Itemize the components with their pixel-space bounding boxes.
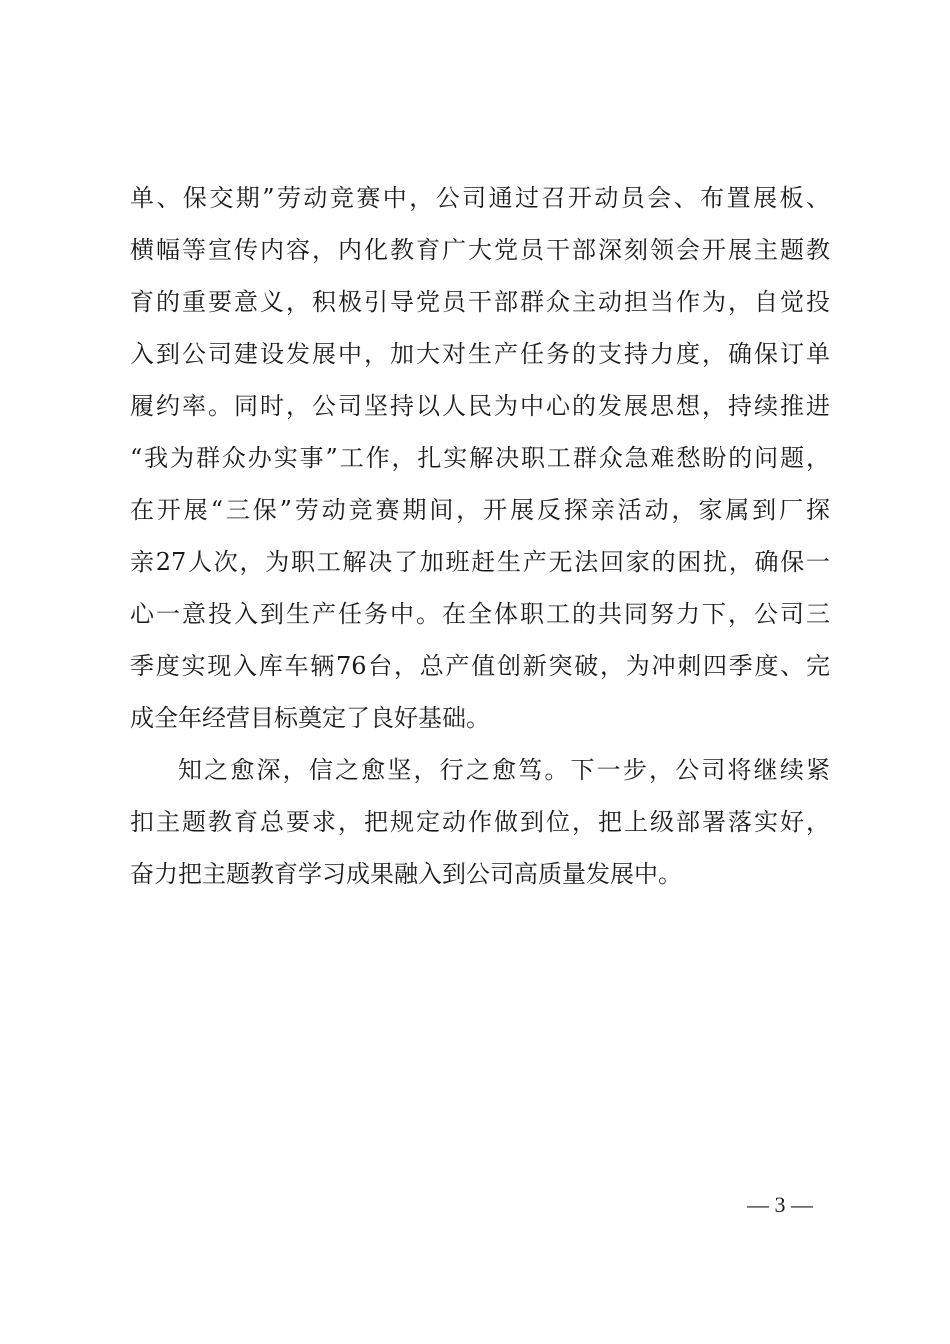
text-line: 亲27人次，为职工解决了加班赶生产无法回家的困扰，确保一 (130, 548, 830, 576)
text-line: 履约率。同时，公司坚持以人民为中心的发展思想，持续推进 (130, 392, 830, 420)
text-line: 育的重要意义，积极引导党员干部群众主动担当作为，自觉投 (130, 288, 830, 316)
text-line: “我为群众办实事”工作，扎实解决职工群众急难愁盼的问题， (130, 444, 830, 472)
text-line: 扣主题教育总要求，把规定动作做到位，把上级部署落实好， (130, 808, 830, 836)
text-line: 季度实现入库车辆76台，总产值创新突破，为冲刺四季度、完 (130, 652, 830, 680)
paragraph-1 (130, 172, 830, 744)
text-line: 心一意投入到生产任务中。在全体职工的共同努力下，公司三 (130, 600, 830, 628)
text-line: 入到公司建设发展中，加大对生产任务的支持力度，确保订单 (130, 340, 830, 368)
text-line: 横幅等宣传内容，内化教育广大党员干部深刻领会开展主题教 (130, 236, 830, 264)
text-line: 奋力把主题教育学习成果融入到公司高质量发展中。 (130, 860, 682, 888)
text-line: 成全年经营目标奠定了良好基础。 (130, 704, 490, 732)
text-line: 单、保交期”劳动竞赛中，公司通过召开动员会、布置展板、 (130, 184, 830, 212)
body-text (130, 172, 830, 900)
text-line: 知之愈深，信之愈坚，行之愈笃。下一步，公司将继续紧 (178, 756, 830, 784)
text-line: 在开展“三保”劳动竞赛期间，开展反探亲活动，家属到厂探 (130, 496, 830, 524)
page-number: — 3 — (747, 1192, 813, 1217)
paragraph-2 (130, 744, 830, 900)
